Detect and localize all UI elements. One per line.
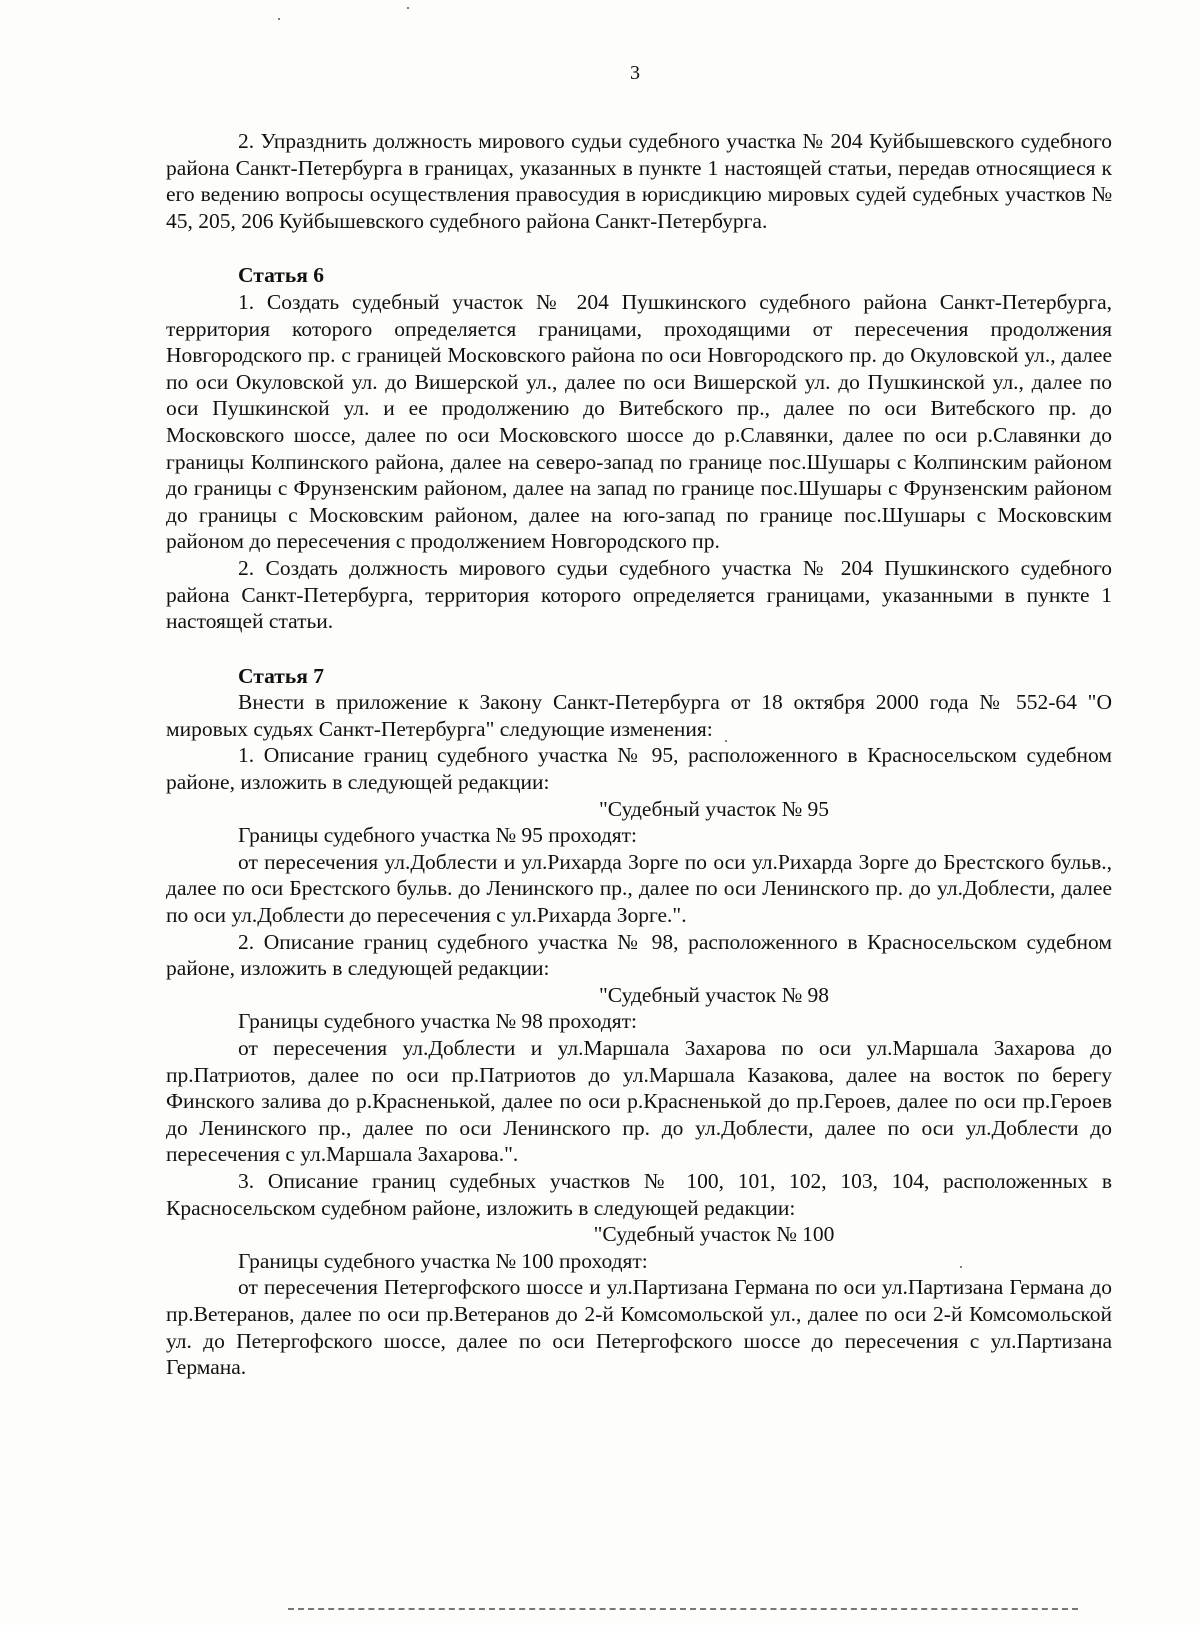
article-6-paragraph-1: 1. Создать судебный участок № 204 Пушкинского судебного района Санкт-Петербурга, территория которого определяется границами, проходящими от пересечения продолжения Новгородского пр. с границей Московского района по оси Новгородского пр. до Окуловской ул., далее по оси Окуловской ул. до Вишерской ул., далее по оси Вишерской ул. до Пушкинской ул., далее по оси Пушкинской ул. и ее продолжению до Витебского пр., далее по оси Витебского пр. до Московского шоссе, далее по оси Московского шоссе до р.Славянки, далее по оси р.Славянки до границы Колпинского района, далее на северо-запад по границе пос.Шушары с Колпинским районом до границы с Фрунзенским районом, далее на запад по границе пос.Шушары с Фрунзенским районом до границы с Московским районом, далее на юго-запад по границе пос.Шушары с Московским районом до пересечения с продолжением Новгородского пр. <box>166 289 1112 554</box>
paragraph-abolish-position: 2. Упразднить должность мирового судьи судебного участка № 204 Куйбышевского судебного района Санкт-Петербурга в границах, указанных в пункте 1 настоящей статьи, передав относящиеся к его ведению вопросы осуществления правосудия в юрисдикцию мировых судей судебных участков № 45, 205, 206 Куйбышевского судебного района Санкт-Петербурга. <box>166 129 1112 233</box>
scan-speck <box>407 7 409 9</box>
document-body <box>166 128 1112 1381</box>
article-7-item-2: 2. Описание границ судебного участка № 98, расположенного в Красносельском судебном районе, изложить в следующей редакции: <box>166 929 1112 981</box>
article-7-item-2-title: "Судебный участок № 98 <box>599 982 829 1007</box>
scan-edge-line <box>288 1608 1078 1612</box>
scan-speck <box>278 18 280 20</box>
page-number: 3 <box>630 62 640 84</box>
article-7-item-1-text: от пересечения ул.Доблести и ул.Рихарда Зорге по оси ул.Рихарда Зорге до Брестского бульв., далее по оси Брестского бульв. до Ленинского пр., далее по оси Ленинского пр. до ул.Доблести, далее по оси ул.Доблести до пересечения с ул.Рихарда Зорге.". <box>166 849 1112 928</box>
scan-speck <box>725 740 727 742</box>
article-6-heading: Статья 6 <box>238 263 324 288</box>
article-7-item-1-lead: Границы судебного участка № 95 проходят: <box>238 823 638 848</box>
article-7-item-2-text: от пересечения ул.Доблести и ул.Маршала Захарова по оси ул.Маршала Захарова до пр.Патриотов, далее по оси пр.Патриотов до ул.Маршала Казакова, далее на восток по берегу Финского залива до р.Красненькой, далее по оси р.Красненькой до пр.Героев, далее по оси пр.Героев до Ленинского пр., далее по оси Ленинского пр. до ул.Доблести, далее по оси ул.Доблести до пересечения с ул.Маршала Захарова.". <box>166 1036 1112 1167</box>
article-7-item-3-title: "Судебный участок № 100 <box>593 1222 835 1247</box>
article-7-item-1: 1. Описание границ судебного участка № 95, расположенного в Красносельском судебном районе, изложить в следующей редакции: <box>166 743 1112 795</box>
article-7-item-1-title: "Судебный участок № 95 <box>599 796 829 821</box>
article-7-heading: Статья 7 <box>238 663 324 688</box>
scan-speck <box>960 1266 962 1268</box>
article-7-intro: Внести в приложение к Закону Санкт-Петербурга от 18 октября 2000 года № 552-64 "О мировых судьях Санкт-Петербурга" следующие изменения: <box>166 690 1112 741</box>
article-7-item-3-text: от пересечения Петергофского шоссе и ул.Партизана Германа по оси ул.Партизана Германа до пр.Ветеранов, далее по оси пр.Ветеранов до 2-й Комсомольской ул., далее по оси 2-й Комсомольской ул. до Петергофского шоссе, далее по оси Петергофского шоссе до пересечения с ул.Партизана Германа. <box>166 1275 1112 1380</box>
article-6-paragraph-2: 2. Создать должность мирового судьи судебного участка № 204 Пушкинского судебного района Санкт-Петербурга, территория которого определяется границами, указанными в пункте 1 настоящей статьи. <box>166 555 1112 634</box>
article-7-item-3: 3. Описание границ судебных участков № 100, 101, 102, 103, 104, расположенных в Красносельском судебном районе, изложить в следующей редакции: <box>166 1168 1112 1220</box>
article-7-item-3-lead: Границы судебного участка № 100 проходят: <box>238 1248 648 1273</box>
article-7-item-2-lead: Границы судебного участка № 98 проходят: <box>238 1009 638 1034</box>
